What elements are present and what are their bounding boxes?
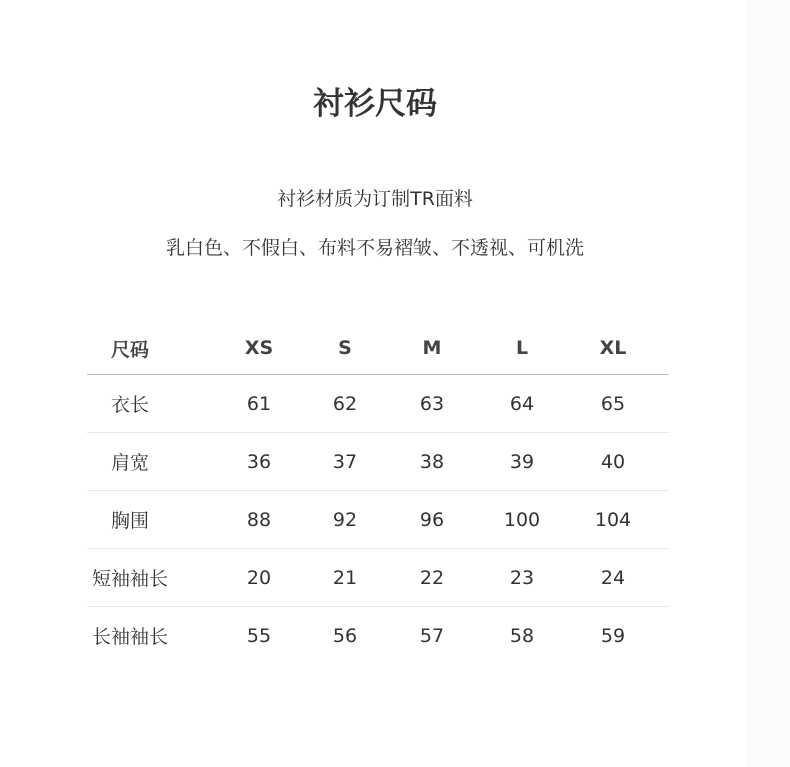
table-cell: 64 — [509, 392, 535, 415]
table-row-chest — [87, 491, 669, 549]
row-label: 肩宽 — [110, 452, 149, 474]
table-cell: 96 — [419, 508, 445, 531]
table-cell: 38 — [419, 450, 445, 473]
table-cell: 92 — [332, 508, 358, 531]
table-cell: 65 — [600, 392, 626, 415]
header-size-xs: XS — [244, 337, 274, 359]
row-label: 长袖袖长 — [91, 626, 168, 648]
table-cell: 88 — [246, 508, 272, 531]
material-description: 衬衫材质为订制TR面料 — [277, 188, 473, 210]
table-cell: 40 — [600, 450, 626, 473]
table-header-row — [87, 322, 669, 375]
table-cell: 55 — [246, 624, 272, 647]
table-cell: 57 — [419, 624, 445, 647]
header-size-l: L — [515, 337, 529, 359]
table-cell: 20 — [246, 566, 272, 589]
row-label: 短袖袖长 — [91, 568, 168, 590]
page-edge-strip — [745, 0, 790, 767]
header-size-s: S — [338, 337, 352, 359]
size-table — [87, 322, 669, 664]
table-cell: 56 — [332, 624, 358, 647]
header-size-m: M — [422, 337, 442, 359]
table-cell: 59 — [600, 624, 626, 647]
table-cell: 24 — [600, 566, 626, 589]
table-cell: 22 — [419, 566, 445, 589]
table-cell: 62 — [332, 392, 358, 415]
row-label: 衣长 — [110, 394, 149, 416]
fabric-features: 乳白色、不假白、布料不易褶皱、不透视、可机洗 — [165, 237, 584, 259]
table-cell: 39 — [509, 450, 535, 473]
table-row-short-sleeve — [87, 549, 669, 607]
table-cell: 37 — [332, 450, 358, 473]
table-cell: 63 — [419, 392, 445, 415]
table-cell: 36 — [246, 450, 272, 473]
table-row-length — [87, 375, 669, 433]
table-cell: 21 — [332, 566, 358, 589]
table-cell: 58 — [509, 624, 535, 647]
page-title: 衬衫尺码 — [313, 86, 437, 122]
table-cell: 61 — [246, 392, 272, 415]
row-label: 胸围 — [110, 510, 149, 532]
table-row-shoulder — [87, 433, 669, 491]
header-size-label: 尺码 — [110, 338, 149, 361]
header-size-xl: XL — [599, 337, 627, 359]
table-row-long-sleeve — [87, 607, 669, 664]
table-cell: 23 — [509, 566, 535, 589]
table-cell: 100 — [503, 508, 541, 531]
table-cell: 104 — [594, 508, 632, 531]
